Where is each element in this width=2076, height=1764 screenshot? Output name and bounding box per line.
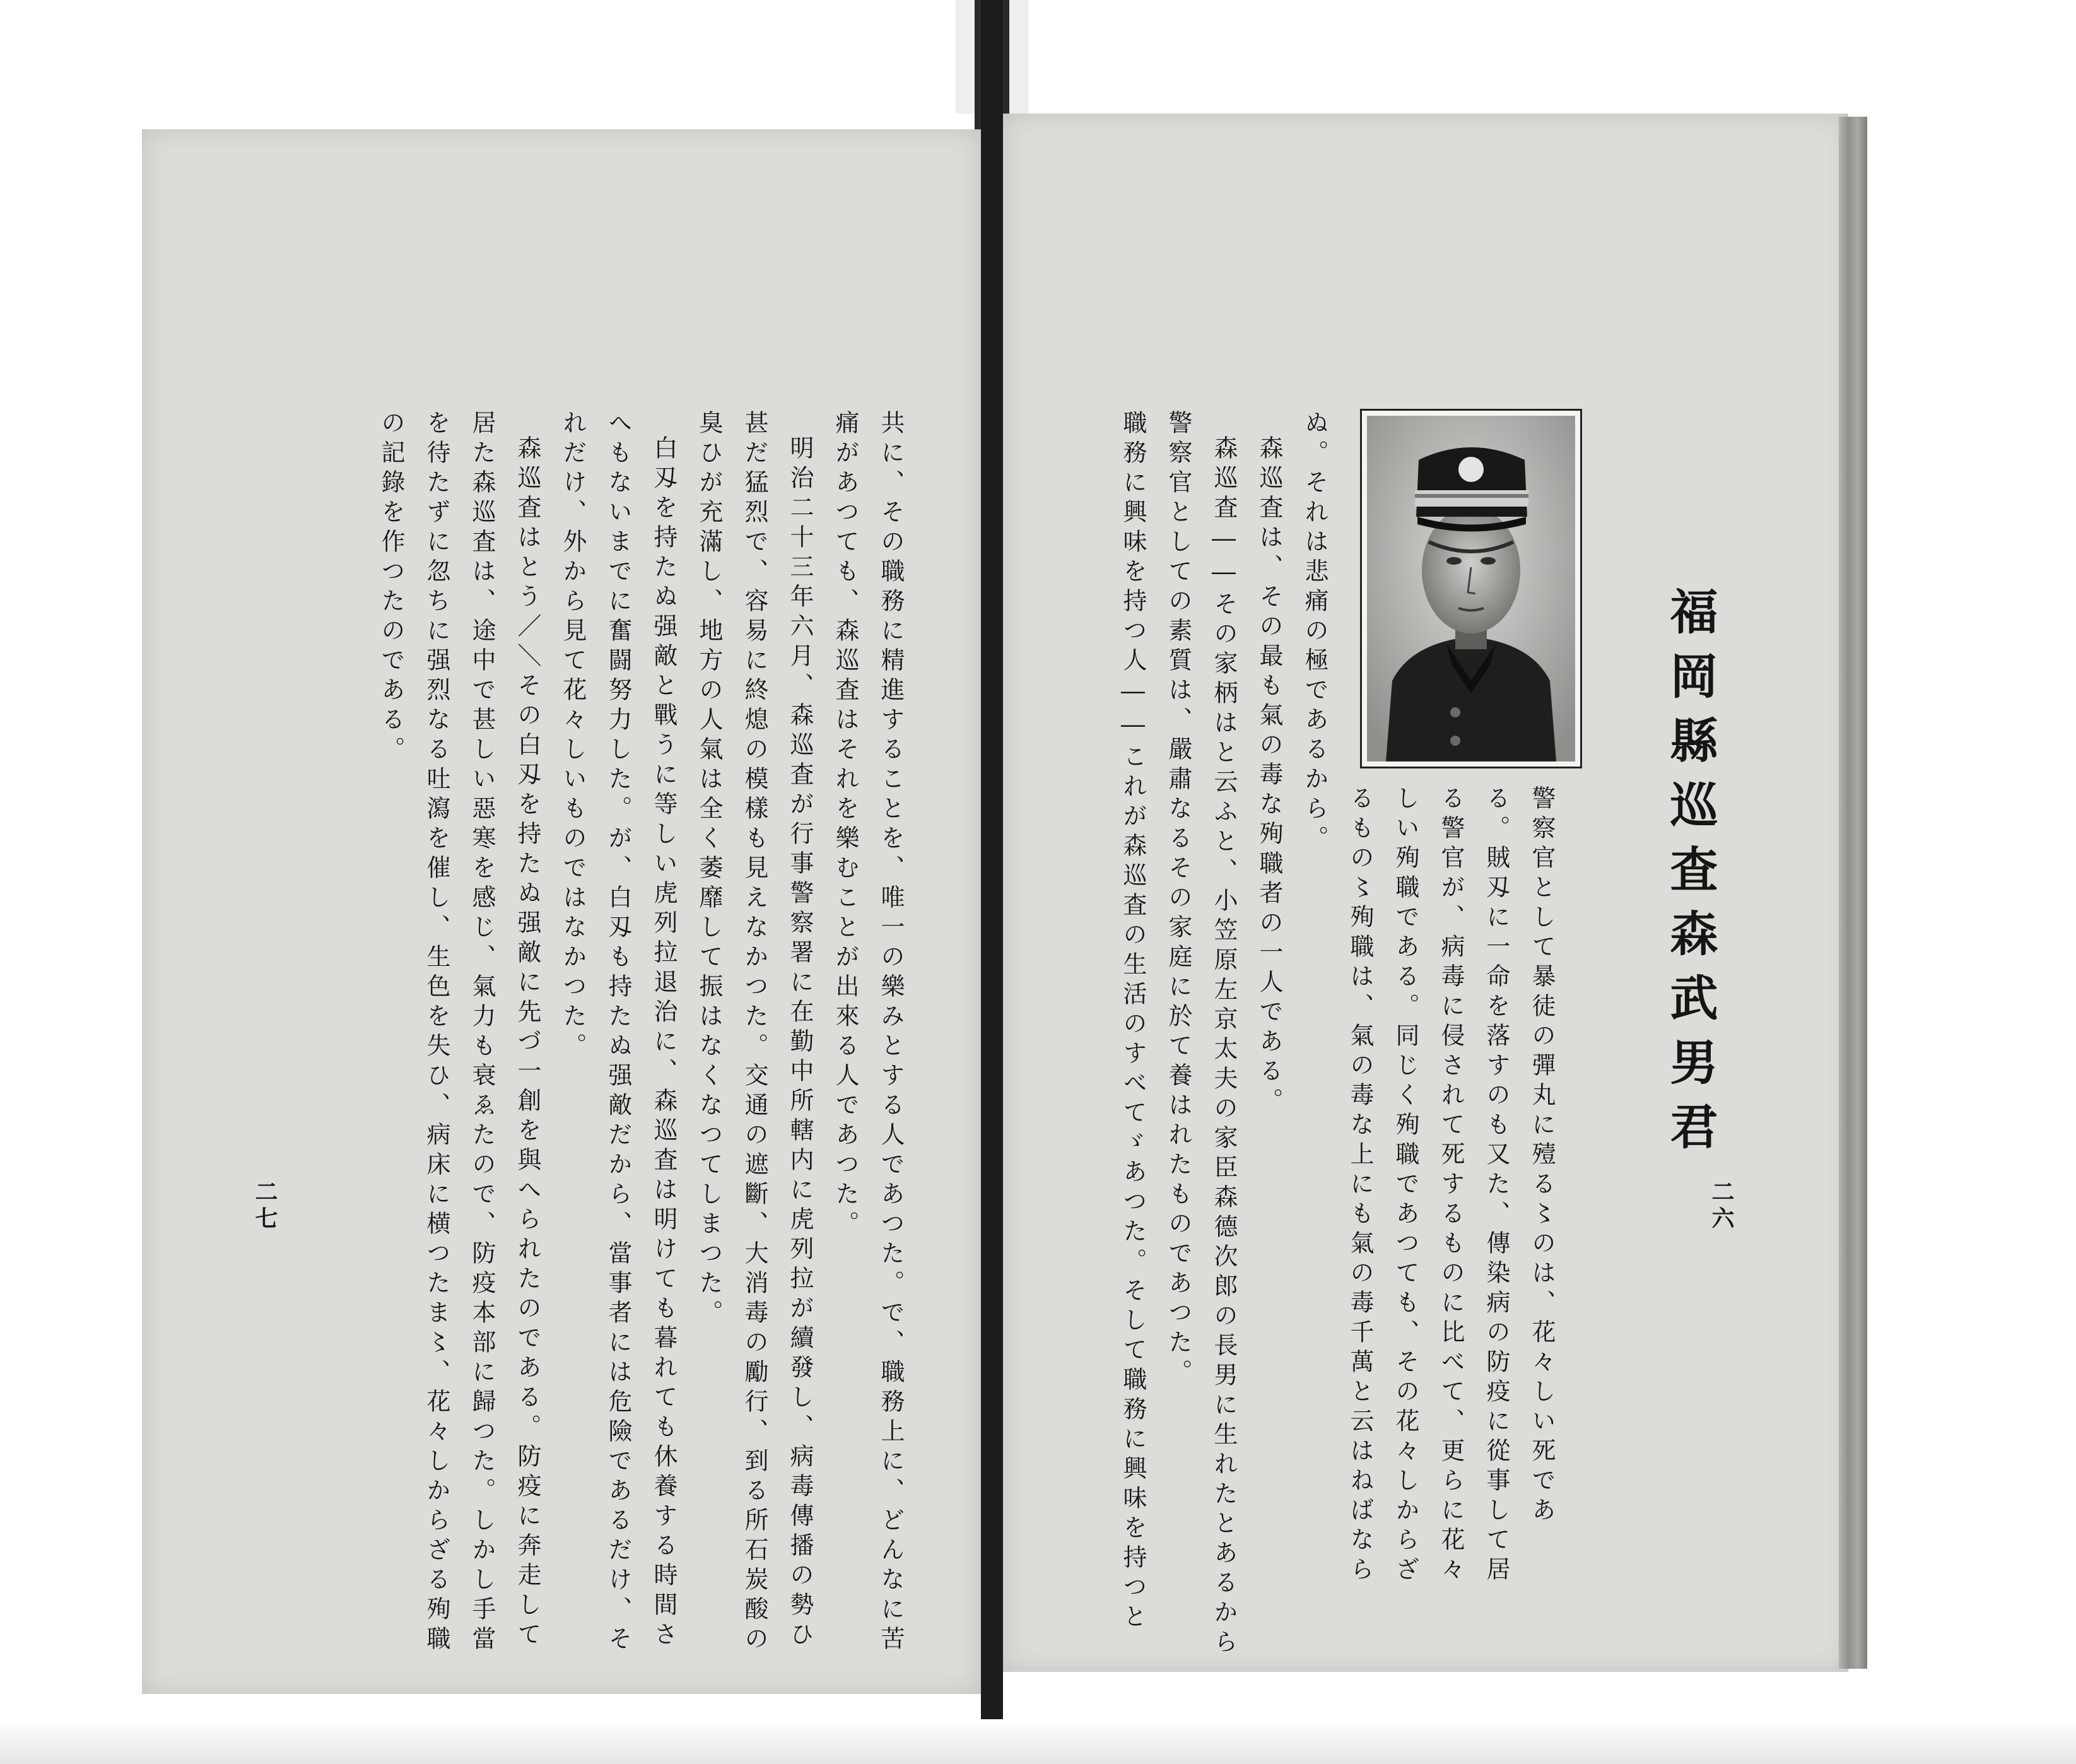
text-column: るもの〻殉職は、氣の毒な上にも氣の毒千萬と云はねばなら [1346, 785, 1374, 1586]
article-title: 福岡縣巡査森武男君 [1662, 587, 1718, 1166]
text-column: 警察官としての素質は、嚴肅なるその家庭に於て養はれたものであつた。 [1164, 410, 1192, 1389]
text-column: 甚だ猛烈で、容易に終熄の模樣も見えなかつた。交通の遮斷、大消毒の勵行、到る所石炭酸の [741, 410, 768, 1655]
text-column: 痛があつても、森巡査はそれを樂むことが出來る人であつた。 [831, 410, 859, 1240]
page-number-left: 二七 [252, 1180, 278, 1233]
text-column: へもないまでに奮闘努力した。が、白刄も持たぬ强敵だから、當事者には危險であるだけ、そ [604, 410, 632, 1655]
text-column: 警察官として暴徒の彈丸に殪る〻のは、花々しい死であ [1528, 785, 1556, 1527]
text-column: 居た森巡査は、途中で甚しい惡寒を感じ、氣力も衰ゑたので、防疫本部に歸つた。しかし手當 [468, 410, 496, 1655]
text-column: る。賊刄に一命を落すのも又た、傳染病の防疫に從事して居 [1482, 785, 1510, 1586]
text-column: ぬ。それは悲痛の極であるから。 [1301, 410, 1328, 855]
text-column: しい殉職である。同じく殉職であつても、その花々しからざ [1392, 785, 1419, 1586]
text-column: 森巡査は、その最も氣の毒な殉職者の一人である。 [1255, 435, 1283, 1117]
text-column: の記錄を作つたのである。 [377, 410, 405, 766]
text-column: れだけ、外から見て花々しいものではなかつた。 [559, 410, 587, 1062]
text-column: 共に、その職務に精進することを、唯一の樂みとする人であつた。で、職務上に、どんなに苦 [877, 410, 905, 1655]
portrait-photo [1360, 409, 1582, 768]
scan-bottom-margin [0, 1719, 2076, 1764]
text-column: る警官が、病毒に侵されて死するものに比べて、更らに花々 [1437, 785, 1465, 1586]
text-column: 明治二十三年六月、森巡査が行事警察署に在勤中所轄内に虎列拉が續發し、病毒傳播の勢ひ [786, 435, 814, 1651]
page-number-right: 二六 [1708, 1180, 1735, 1233]
text-column: 臭ひが充滿し、地方の人氣は全く萎靡して振はなくなつてしまつた。 [695, 410, 723, 1329]
page-edges [1839, 117, 1867, 1669]
officer-portrait-image [1367, 416, 1575, 761]
book-binding [981, 0, 1003, 1764]
text-column: 白刄を持たぬ强敵と戰うに等しい虎列拉退治に、森巡査は明けても暮れても休養する時間さ [650, 435, 677, 1651]
text-column: 森巡査――その家柄はと云ふと、小笠原左京太夫の家臣森德次郎の長男に生れたとあるから [1210, 435, 1238, 1659]
text-column: 森巡査はとう／＼その白刄を持たぬ强敵に先づ一創を與へられたのである。防疫に奔走して [513, 435, 541, 1651]
text-column: を待たずに忽ちに强烈なる吐瀉を催し、生色を失ひ、病床に横つたま〻、花々しからざる殉職 [423, 410, 450, 1655]
text-column: 職務に興味を持つ人――これが森巡査の生活のすべてゞあつた。そして職務に興味を持つと [1119, 410, 1147, 1633]
